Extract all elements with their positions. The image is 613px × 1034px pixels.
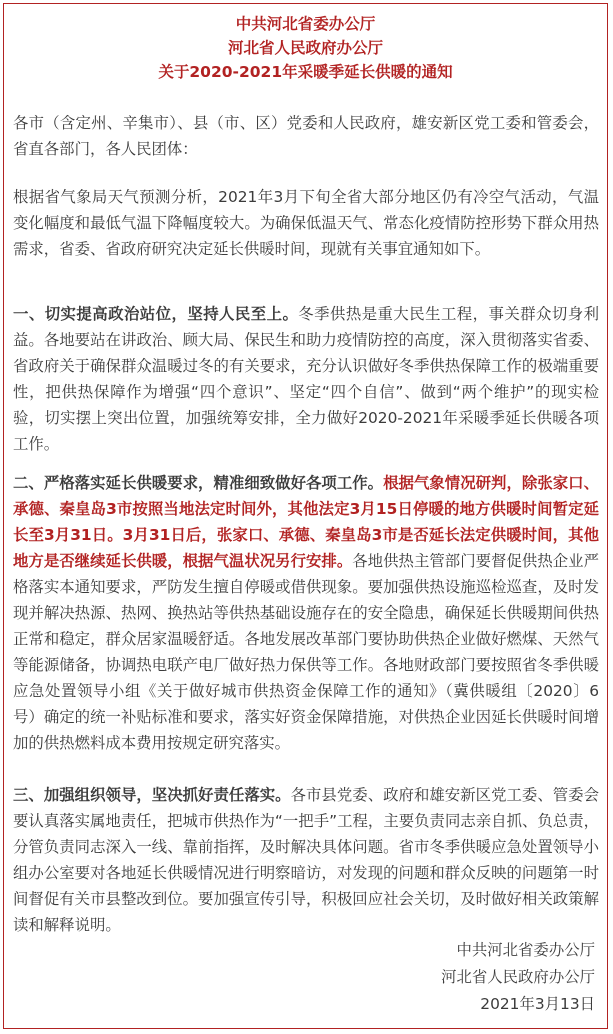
section-1 — [13, 301, 599, 457]
section-2-body: 各地供热主管部门要督促供热企业严格落实本通知要求，严防发生擅自停暖或借供现象。要加强供热设施巡检巡查，及时发现并解决热源、热网、换热站等供热基础设施存在的安全隐患，确保延长供暖期间供热正常和稳定，群众居家温暖舒适。各地发展改革部门要协助供热企业做好燃煤、天然气等能源储备，协调热电联产电厂做好热力保供等工作。各地财政部门要按照省冬季供暖应急处置领导小组《关于做好城市供热资金保障工作的通知》（冀供暖组〔2020〕6号）确定的统一补贴标准和要求，落实好资金保障措施，对供热企业因延长供暖时间增加的供热燃料成本费用按规定研究落实。 — [13, 552, 599, 752]
section-1-body: 冬季供热是重大民生工程，事关群众切身利益。各地要站在讲政治、顾大局、保民生和助力疫情防控的高度，深入贯彻落实省委、省政府关于确保群众温暖过冬的有关要求，充分认识做好冬季供热保障工作的极端重要性，把供热保障作为增强“四个意识”、坚定“四个自信”、做到“两个维护”的现实检验，切实摆上突出位置，加强统筹安排，全力做好2020-2021年采暖季延长供暖各项工作。 — [13, 305, 599, 453]
title-issuer-party: 中共河北省委办公厅 — [235, 15, 376, 33]
section-2 — [13, 470, 599, 756]
section-3-body: 各市县党委、政府和雄安新区党工委、管委会要认真落实属地责任，把城市供热作为“一把手”工程，主要负责同志亲自抓、负总责，分管负责同志深入一线、靠前指挥，及时解决具体问题。省市冬季供暖应急处置领导小组办公室要对各地延长供暖情况进行明察暗访，对发现的问题和群众反映的问题第一时间督促有关市县整改到位。要加强宣传引导，积极回应社会关切，及时做好相关政策解读和解释说明。 — [13, 786, 599, 934]
section-1-heading: 一、切实提高政治站位，坚持人民至上。 — [13, 305, 299, 323]
section-3-heading: 三、加强组织领导，坚决抓好责任落实。 — [13, 786, 291, 804]
section-2-heading: 二、严格落实延长供暖要求，精准细致做好各项工作。 — [13, 474, 384, 492]
notice-document — [3, 3, 608, 1029]
document-title — [4, 12, 607, 84]
signature-date: 2021年3月13日 — [480, 995, 595, 1013]
section-3 — [13, 782, 599, 938]
signature-block — [441, 937, 595, 1018]
section-2-highlight: 根据气象情况研判，除张家口、承德、秦皇岛3市按照当地法定时间外，其他法定3月15日停暖的地方供暖时间暂定延长至3月31日。3月31日后，张家口、承德、秦皇岛3市是否延长法定供暖时间，其他地方是否继续延长供暖，根据气温状况另行安排。 — [13, 474, 599, 570]
title-issuer-government: 河北省人民政府办公厅 — [227, 39, 383, 57]
signature-org-government: 河北省人民政府办公厅 — [441, 968, 595, 986]
salutation: 各市（含定州、辛集市）、县（市、区）党委和人民政府，雄安新区党工委和管委会，省直各部门，各人民团体： — [13, 114, 599, 158]
title-subject: 关于2020-2021年采暖季延长供暖的通知 — [158, 63, 453, 81]
intro-paragraph: 根据省气象局天气预测分析，2021年3月下旬全省大部分地区仍有冷空气活动，气温变化幅度和最低气温下降幅度较大。为确保低温天气、常态化疫情防控形势下群众用热需求，省委、省政府研究决定延长供暖时间，现就有关事宜通知如下。 — [13, 188, 599, 258]
signature-org-party: 中共河北省委办公厅 — [456, 941, 595, 959]
